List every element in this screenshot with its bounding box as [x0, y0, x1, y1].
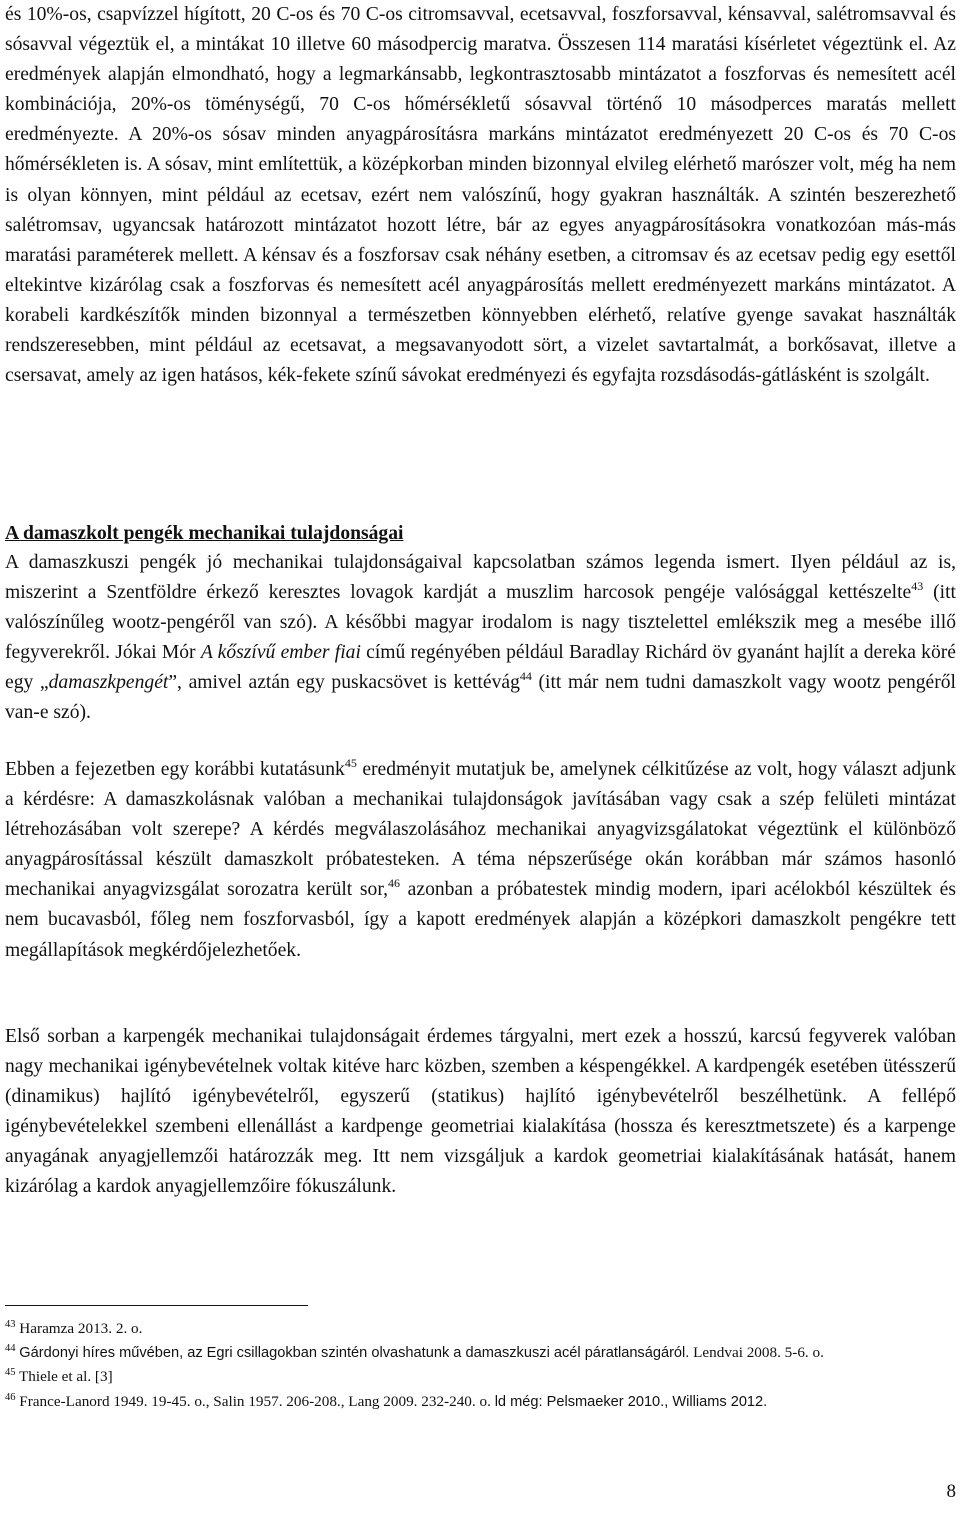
footnote-number: 44: [5, 1343, 16, 1355]
body-paragraph-1: és 10%-os, csapvízzel hígított, 20 C-os és 70 C-os citromsavval, ecetsavval, foszforsavval, kénsavval, salétromsavval és sósavval végeztük el, a mintákat 10 illetve 60 másodpercig maratva. Összesen 114 maratási kísérletet végeztünk el. Az eredmények alapján elmondható, hogy a legmarkánsabb, legkontrasztosabb mintázatot a foszforvas és nemesített acél kombinációja, 20%-os töménységű, 70 C-os hőmérsékletű sósavval történő 10 másodperces maratás mellett eredményezte. A 20%-os sósav minden anyagpárosításra markáns mintázatot eredményezett 20 C-os és 70 C-os hőmérsékleten is. A sósav, mint említettük, a középkorban minden bizonnyal elvileg elérhető marószer volt, még ha nem is olyan könnyen, mint például az ecetsav, ezért nem valószínű, hogy gyakran használták. A szintén beszerezhető salétromsav, ugyancsak határozott mintázatot hozott létre, bár az egyes anyagpárosításokra vonatkozóan más-más maratási paraméterek mellett. A kénsav és a foszforsav csak néhány esetben, a citromsav és az ecetsav pedig egy esettől eltekintve kizárólag csak a foszforvas és nemesített acél anyagpárosítás mellett eredményezett markáns mintázatot. A korabeli kardkészítők minden bizonnyal a természetben könnyebben elérhető, relatíve gyenge savakat használták rendszeresebben, mint például az ecetsavat, a megsavanyodott sört, a vizelet savtartalmát, a borkősavat, illetve a csersavat, amely az igen hatásos, kék-fekete színű sávokat eredményezi és egyfajta rozsdásodás-gátlásként is szolgált.: [5, 4, 956, 387]
paragraph-2-text-2: (itt valószínűleg wootz-pengéről van szó). A későbbi magyar irodalom is nagy tisztelettel emlékszik meg a mesébe illő fegyverekről. Jókai Mór: [5, 582, 956, 664]
footnote-separator: [5, 1305, 308, 1306]
footnote-ref-46[interactable]: 46: [388, 876, 400, 891]
novel-title: A kőszívű ember fiai: [200, 642, 361, 664]
footnote-number: 46: [5, 1391, 16, 1403]
footnote-text: Haramza 2013. 2. o.: [19, 1320, 143, 1337]
paragraph-2-text-1: A damaszkuszi pengék jó mechanikai tulajdonságaival kapcsolatban számos legenda ismert. Ilyen például az is, miszerint a Szentföldre érkező keresztes lovagok kardját a muszlim harcosok pengéje valósággal kettészelte: [5, 552, 956, 604]
footnote-text-sans: Gárdonyi híres művében, az Egri csillagokban szintén olvashatunk a damaszkuszi acél páratlanságáról.: [19, 1345, 690, 1362]
footnote-text: France-Lanord 1949. 19-45. o., Salin 1957. 206-208., Lang 2009. 232-240. o.: [19, 1392, 495, 1410]
footnote-text-sans: ld még: Pelsmaeker 2010., Williams 2012.: [494, 1393, 768, 1410]
footnote-46: [5, 1390, 956, 1414]
page-number: 8: [946, 1481, 956, 1502]
footnote-number: 45: [5, 1367, 16, 1379]
paragraph-3-text-2: eredményit mutatjuk be, amelynek célkitűzése az volt, hogy választ adjunk a kérdésre: A damaszkolásnak valóban a mechanikai tulajdonságok javításában vagy csak a szép felületi mintázat létrehozásában volt szerepe? A kérdés megválaszolásához mechanikai anyagvizsgálatokat végeztünk el különböző anyagpárosítással készült damaszkolt próbatesteken. A téma népszerűsége okán korábban már számos hasonló mechanikai anyagvizsgálat sorozatra került sor,: [5, 759, 956, 901]
paragraph-3-text-3: azonban a próbatestek mindig modern, ipari acélokból készültek és nem bucavasból, főleg nem foszforvasból, így a kapott eredmények alapján a középkori damaszkolt pengékre tett megállapítások megkérdőjelezhetőek.: [5, 879, 957, 961]
section-title: A damaszkolt pengék mechanikai tulajdonságai: [5, 523, 404, 544]
body-paragraph-2: [5, 548, 956, 729]
paragraph-2-text-5: (itt már nem tudni damaszkolt vagy wootz pengéről van-e szó).: [5, 672, 956, 724]
footnotes: [5, 1317, 956, 1414]
footnote-44: [5, 1341, 956, 1365]
paragraph-2-text-3: című regényében például Baradlay Richárd öv gyanánt hajlít a dereka köré egy „: [5, 642, 956, 694]
body-paragraph-4: Első sorban a karpengék mechanikai tulajdonságait érdemes tárgyalni, mert ezek a hosszú, karcsú fegyverek valóban nagy mechanikai igénybevételnek voltak kitéve harc közben, szemben a késpengékkel. A kardpengék esetében ütésszerű (dinamikus) hajlító igénybevételről, egyszerű (statikus) hajlító igénybevételről beszélhetünk. A fellépő igénybevételekkel szembeni ellenállást a kardpenge geometriai kialakítása (hossza és keresztmetszete) és a karpenge anyagának anyagjellemzői határozzák meg. Itt nem vizsgáljuk a kardok geometriai kialakításának hatását, hanem kizárólag a kardok anyagjellemzőire fókuszálunk.: [5, 1026, 956, 1198]
footnote-text: Thiele et al. [3]: [19, 1368, 113, 1386]
footnote-number: 43: [5, 1319, 16, 1330]
footnote-43: [5, 1317, 956, 1341]
footnote-ref-44[interactable]: 44: [519, 669, 532, 684]
paragraph-2-text-4: ”, amivel aztán egy puskacsövet is kettévág: [168, 672, 520, 694]
body-paragraph-3: [5, 755, 956, 966]
footnote-ref-45[interactable]: 45: [344, 756, 357, 770]
footnote-text: Lendvai 2008. 5-6. o.: [689, 1344, 824, 1362]
footnote-45: [5, 1365, 956, 1389]
quoted-term: damaszkpengét: [48, 672, 169, 694]
paragraph-3-text-1: Ebben a fejezetben egy korábbi kutatásunk: [5, 759, 345, 780]
footnote-ref-43[interactable]: 43: [911, 579, 924, 594]
